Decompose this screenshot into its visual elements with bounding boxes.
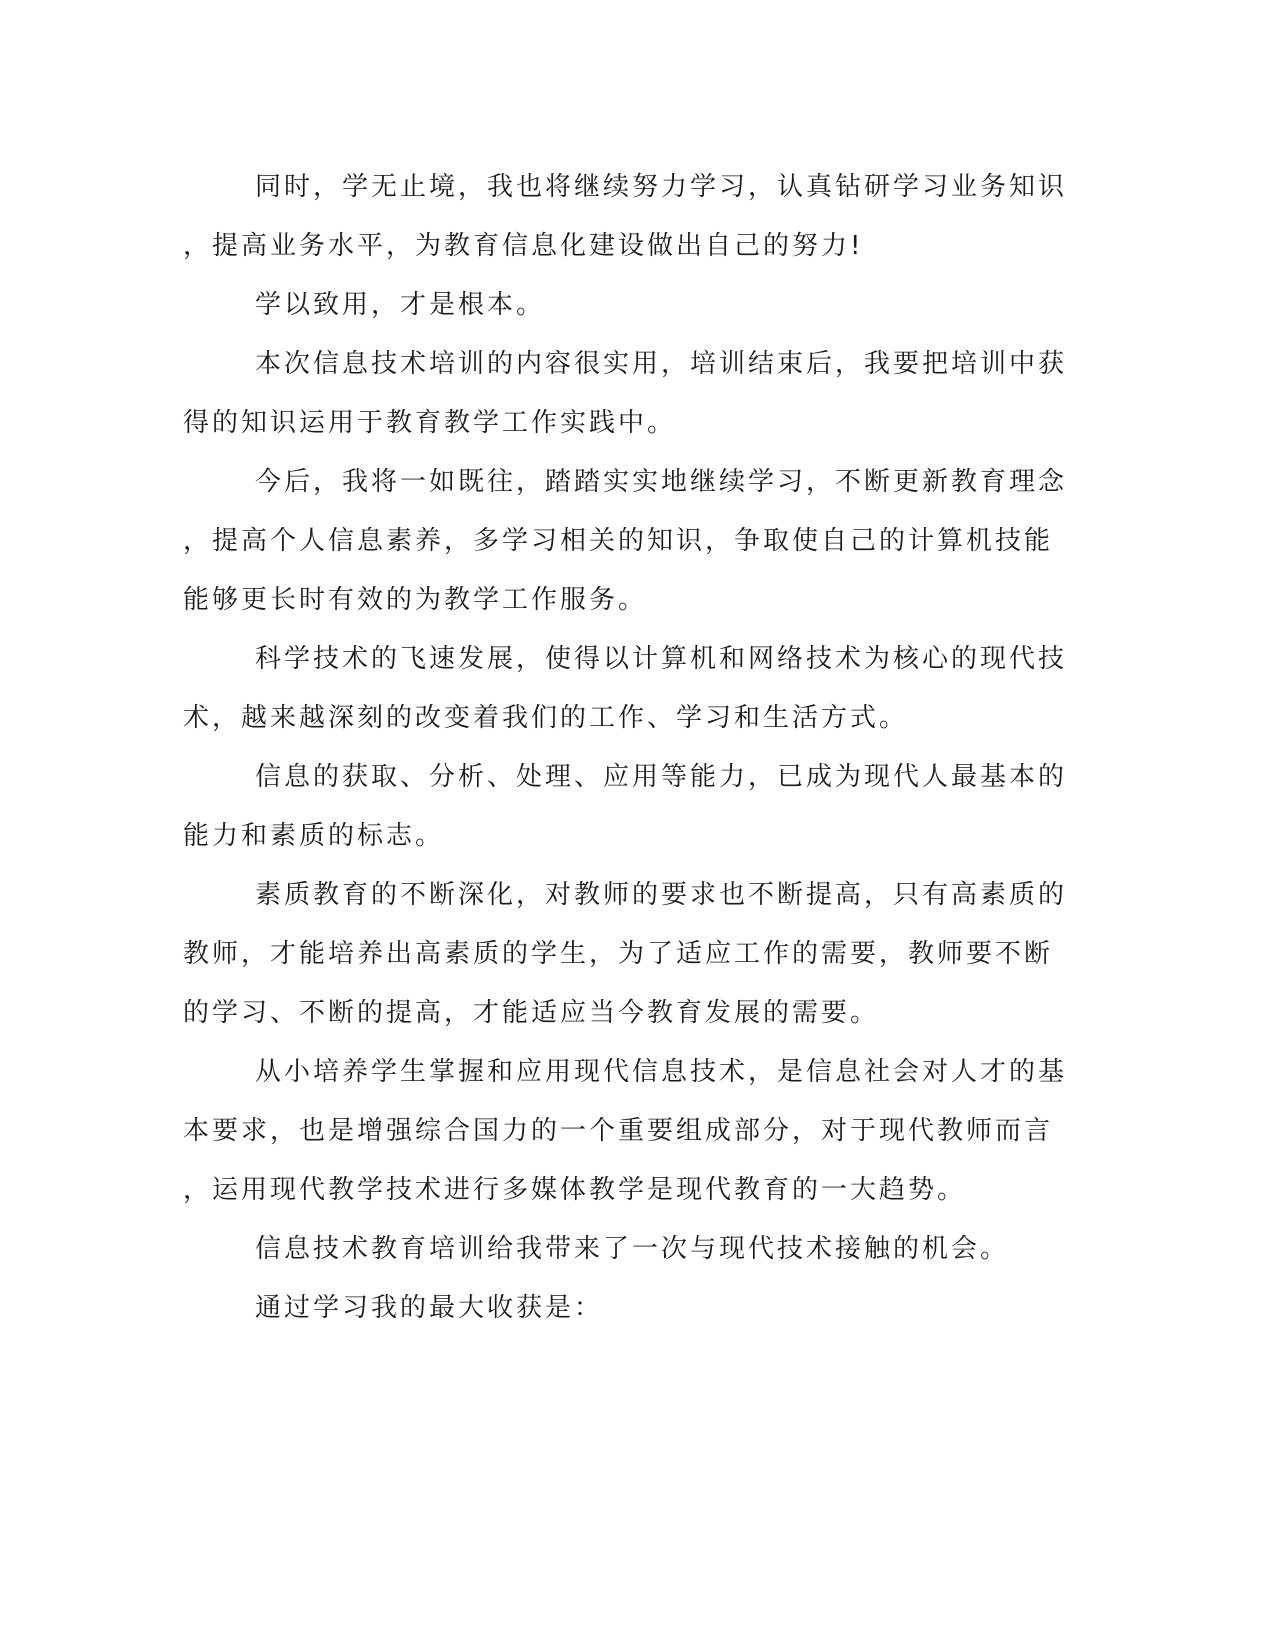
text-line: 本次信息技术培训的内容很实用，培训结束后，我要把培训中获 <box>255 349 1068 379</box>
paragraph <box>183 335 1068 453</box>
text-line: 信息的获取、分析、处理、应用等能力，已成为现代人最基本的 <box>255 762 1068 792</box>
text-line: 本要求，也是增强综合国力的一个重要组成部分，对于现代教师而言 <box>183 1116 1054 1146</box>
paragraph <box>183 866 1068 1043</box>
paragraph <box>183 630 1068 748</box>
text-line: 教师，才能培养出高素质的学生，为了适应工作的需要，教师要不断 <box>183 939 1054 969</box>
paragraph <box>183 276 1043 335</box>
text-line: 能够更长时有效的为教学工作服务。 <box>183 585 648 615</box>
document-body <box>183 158 1068 1338</box>
text-line: 从小培养学生掌握和应用现代信息技术，是信息社会对人才的基 <box>255 1057 1068 1087</box>
text-line: 今后，我将一如既往，踏踏实实地继续学习，不断更新教育理念 <box>255 467 1068 497</box>
paragraph <box>183 748 1068 866</box>
text-line: 通过学习我的最大收获是： <box>255 1293 604 1323</box>
text-line: 学以致用，才是根本。 <box>255 290 546 320</box>
text-line: 同时，学无止境，我也将继续努力学习，认真钻研学习业务知识 <box>255 172 1068 202</box>
paragraph <box>183 1220 1043 1279</box>
text-line: ，运用现代教学技术进行多媒体教学是现代教育的一大趋势。 <box>183 1175 967 1205</box>
text-line: 术，越来越深刻的改变着我们的工作、学习和生活方式。 <box>183 703 909 733</box>
text-line: 信息技术教育培训给我带来了一次与现代技术接触的机会。 <box>255 1234 1010 1264</box>
text-line: 素质教育的不断深化，对教师的要求也不断提高，只有高素质的 <box>255 880 1068 910</box>
paragraph <box>183 1043 1068 1220</box>
paragraph <box>183 1279 1043 1338</box>
paragraph <box>183 158 1068 276</box>
paragraph <box>183 453 1068 630</box>
text-line: ，提高业务水平，为教育信息化建设做出自己的努力! <box>183 231 864 261</box>
text-line: 的学习、不断的提高，才能适应当今教育发展的需要。 <box>183 998 880 1028</box>
text-line: 能力和素质的标志。 <box>183 821 445 851</box>
text-line: 科学技术的飞速发展，使得以计算机和网络技术为核心的现代技 <box>255 644 1068 674</box>
text-line: 得的知识运用于教育教学工作实践中。 <box>183 408 677 438</box>
text-line: ，提高个人信息素养，多学习相关的知识，争取使自己的计算机技能 <box>183 526 1054 556</box>
